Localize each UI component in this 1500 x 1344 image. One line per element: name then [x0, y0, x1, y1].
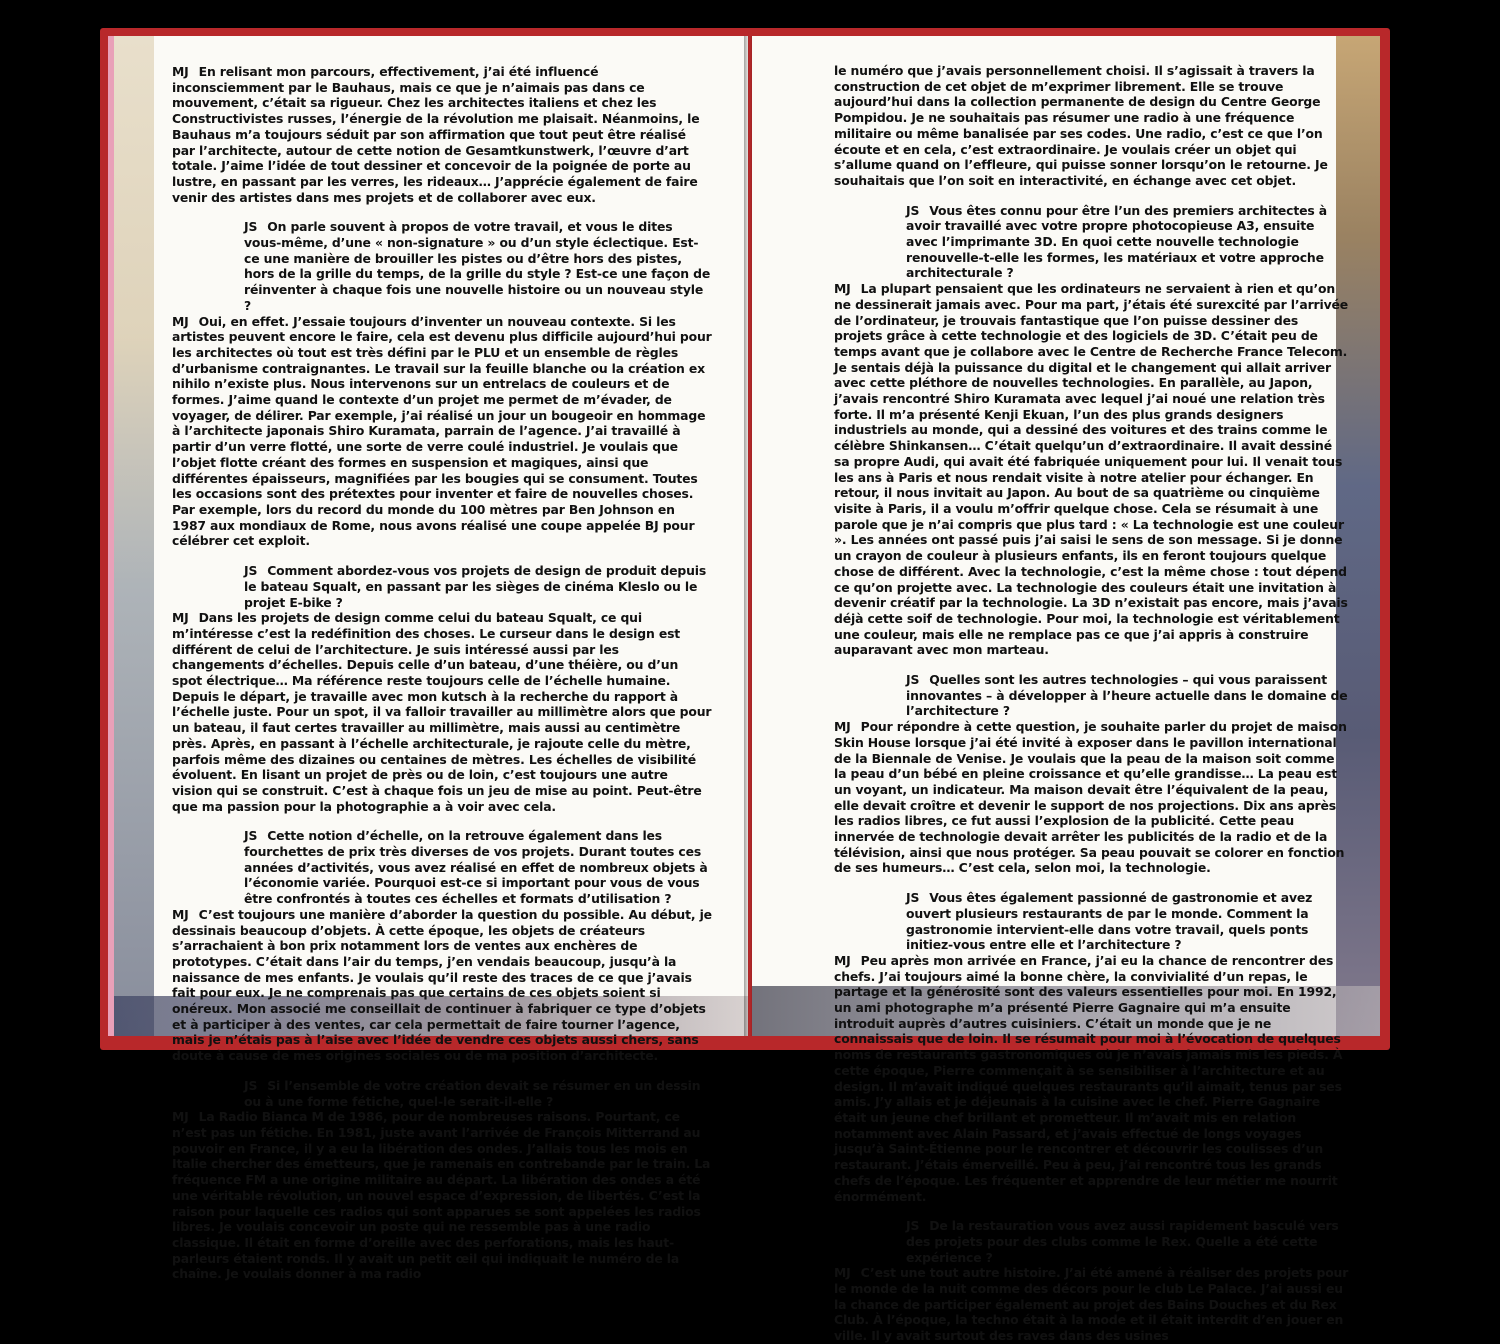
question-paragraph — [906, 890, 1349, 953]
left-page — [114, 36, 748, 1282]
speaker-initials: JS — [906, 672, 920, 688]
question-paragraph — [906, 1218, 1349, 1265]
paragraph-text: La Radio Bianca M de 1986, pour de nombreuses raisons. Pourtant, ce n’est pas un fétiche. En 1981, juste avant l’arrivée de François Mitterrand au pouvoir en France, il y a eu la libération des ondes. J’allais tous les mois en Italie chercher des émetteurs, que je ramenais en contrebande par le train. La fréquence FM a une origine militaire au départ. La libération des ondes a été une véritable révolution, un nouvel espace d’expression, de libertés. C’est la raison pour laquelle ces radios qui sont apparues se sont appelées les radios libres. Je voulais concevoir un poste qui ne ressemble pas à une radio classique. Il était en forme d’oreille avec des perforations, mais les haut-parleurs étaient ronds. Il y avait un petit œil qui indiquait le numéro de la chaîne. Je voulais donner à ma radio — [172, 1109, 711, 1282]
answer-paragraph — [834, 281, 1349, 658]
answer-paragraph — [172, 907, 712, 1064]
paragraph-text: Vous êtes également passionné de gastronomie et avez ouvert plusieurs restaurants de par le monde. Comment la gastronomie intervient-elle dans votre travail, quels ponts initiez-vous entre elle et l’architecture ? — [906, 890, 1313, 953]
left-page-text — [172, 64, 712, 1282]
question-paragraph — [244, 828, 712, 907]
paragraph-text: le numéro que j’avais personnellement choisi. Il s’agissait à travers la construction de cet objet de m’exprimer librement. Elle se trouve aujourd’hui dans la collection permanente de design du Centre George Pompidou. Je ne souhaitais pas résumer une radio à une fréquence militaire ou même banalisée par ses codes. Une radio, c’est ce que l’on écoute et en cela, c’est extraordinaire. Je voulais créer un objet qui s’allume quand on l’effleure, qui puisse sonner lorsqu’on le retourne. Je souhaitais que l’on soit en interactivité, en échange avec cet objet. — [834, 63, 1328, 188]
question-paragraph — [244, 219, 712, 313]
question-paragraph — [244, 1078, 712, 1109]
speaker-initials: MJ — [172, 313, 189, 329]
answer-paragraph — [834, 1265, 1349, 1344]
paragraph-text: Oui, en effet. J’essaie toujours d’inventer un nouveau contexte. Si les artistes peuvent encore le faire, cela est devenu plus difficile aujourd’hui pour les architectes où tout est très défini par le PLU et un ensemble de règles d’urbanisme contraignantes. Le travail sur la feuille blanche ou la création ex nihilo n’existe plus. Nous intervenons sur un entrelacs de couleurs et de formes. J’aime quand le contexte d’un projet me permet de m’évader, de voyager, de délirer. Par exemple, j’ai réalisé un jour un bougeoir en hommage à l’architecte japonais Shiro Kuramata, parrain de l’agence. J’ai travaillé à partir d’un verre flotté, une sorte de verre coulé industriel. Je voulais que l’objet flotte créant des formes en suspension et magiques, ainsi que différentes épaisseurs, magnifiées par les bougies qui se consument. Toutes les occasions sont des prétextes pour inventer et faire de nouvelles choses. Par exemple, lors du record du monde du 100 mètres par Ben Johnson en 1987 aux mondiaux de Rome, nous avons réalisé une coupe appelée BJ pour célébrer cet exploit. — [172, 313, 712, 549]
answer-paragraph — [172, 610, 712, 814]
speaker-initials: JS — [906, 890, 920, 906]
paragraph-text: Quelles sont les autres technologies – qui vous paraissent innovantes – à développer à l’heure actuelle dans le domaine de l’architecture ? — [906, 672, 1348, 719]
speaker-initials: MJ — [834, 1265, 851, 1281]
speaker-initials: MJ — [834, 952, 851, 968]
speaker-initials: JS — [244, 563, 258, 579]
speaker-initials: MJ — [172, 64, 189, 79]
question-paragraph — [906, 672, 1349, 719]
paragraph-text: De la restauration vous avez aussi rapidement basculé vers des projets pour des clubs comme le Rex. Quelle a été cette expérience ? — [906, 1218, 1339, 1265]
paragraph-text: La plupart pensaient que les ordinateurs ne servaient à rien et qu’on ne dessinerait jamais avec. Pour ma part, j’étais été surexcité par l’arrivée de l’ordinateur, je trouvais fantastique que l’on puisse dessiner des projets grâce à cette technologie et des logiciels de 3D. C’était peu de temps avant que je collabore avec le Centre de Recherche France Telecom. Je sentais déjà la puissance du digital et le changement qui allait arriver avec cette pléthore de nouvelles technologies. En parallèle, au Japon, j’avais rencontré Shiro Kuramata avec lequel j’ai noué une relation très forte. Il m’a présenté Kenji Ekuan, l’un des plus grands designers industriels au monde, qui a dessiné des voitures et des trains comme le célèbre Shinkansen… C’était quelqu’un d’extraordinaire. Il avait dessiné sa propre Audi, qui avait été fabriquée uniquement pour lui. Il venait tous les ans à Paris et nous rendait visite à notre atelier pour échanger. En retour, il nous invitait au Japon. Au bout de sa quatrième ou cinquième visite à Paris, il a voulu m’offrir quelque chose. Cela se résumait à une parole que je n’ai compris que plus tard : « La technologie est une couleur ». Les années ont passé puis j’ai saisi le sens de son message. Si je donne un crayon de couleur à plusieurs enfants, ils en feront toujours quelque chose de différent. Avec la technologie, c’est la même chose : tout dépend ce qu’on projette avec. La technologie des couleurs était une invitation à devenir créatif par la technologie. La 3D n’existait pas encore, mais j’avais déjà cette soif de technologie. Pour moi, la technologie est véritablement une couleur, mais elle ne remplace pas ce que j’ai appris à construire auparavant avec mon marteau. — [834, 281, 1349, 658]
paragraph-text: Dans les projets de design comme celui du bateau Squalt, ce qui m’intéresse c’est la redéfinition des choses. Le curseur dans le design est différent de celui de l’architecture. Je suis intéressé aussi par les changements d’échelles. Depuis celle d’un bateau, d’une théière, ou d’un spot électrique… Ma référence reste toujours celle de l’échelle humaine. Depuis le départ, je travaille avec mon kutsch à la recherche du rapport à l’échelle juste. Pour un spot, il va falloir travailler au millimètre alors que pour un bateau, il faut certes travailler au millimètre, mais aussi au centimètre près. Après, en passant à l’échelle architecturale, je rajoute celle du mètre, parfois même des dizaines ou centaines de mètres. Les échelles de visibilité évoluent. En lisant un projet de près ou de loin, c’est toujours une autre vision qui se construit. C’est à chaque fois un jeu de mise au point. Peut-être que ma passion pour la photographie a à voir avec cela. — [172, 610, 712, 814]
answer-paragraph — [172, 64, 712, 205]
right-page-text — [834, 63, 1349, 1344]
speaker-initials: MJ — [834, 281, 851, 297]
right-page — [752, 36, 1380, 1344]
left-photo-bleed — [114, 36, 154, 1036]
paragraph-text: En relisant mon parcours, effectivement, j’ai été influencé inconsciemment par le Bauhaus, mais ce que je n’aimais pas dans ce mouvement, c’était sa rigueur. Chez les architectes italiens et chez les Constructivistes russes, l’énergie de la révolution me plaisait. Néanmoins, le Bauhaus m’a toujours séduit par son affirmation que tout peut être réalisé par l’architecte, autour de cette notion de Gesamtkunstwerk, l’œuvre d’art totale. J’aime l’idée de tout dessiner et concevoir de la poignée de porte au lustre, en passant par les verres, les rideaux… J’apprécie également de faire venir des artistes dans mes projets et de collaborer avec eux. — [172, 64, 700, 205]
answer-paragraph — [834, 719, 1349, 876]
paragraph-text: Si l’ensemble de votre création devait se résumer en un dessin ou à une forme fétiche, quel-le serait-il-elle ? — [244, 1077, 701, 1109]
speaker-initials: JS — [244, 828, 258, 844]
speaker-initials: MJ — [172, 906, 189, 922]
speaker-initials: MJ — [834, 719, 851, 735]
paragraph-text: Comment abordez-vous vos projets de design de produit depuis le bateau Squalt, en passant par les sièges de cinéma Kleslo ou le projet E-bike ? — [244, 563, 707, 610]
answer-paragraph — [172, 314, 712, 550]
paragraph-text: Pour répondre à cette question, je souhaite parler du projet de maison Skin House lorsque j’ai été invité à exposer dans le pavillon international de la Biennale de Venise. Je voulais que la peau de la maison soit comme la peau d’un bébé en pleine croissance et qu’elle grandisse… La peau est un voyant, un indicateur. Ma maison devait être l’équivalent de la peau, elle devait croître et devenir le support de nos projections. Dix ans après les radios libres, ce fut aussi l’explosion de la publicité. Cette peau innervée de technologie devait arrêter les publicités de la radio et de la télévision, ainsi que nous protéger. Sa peau pouvait se colorer en fonction de ses humeurs… C’est cela, selon moi, la technologie. — [834, 719, 1347, 876]
question-paragraph — [906, 203, 1349, 282]
speaker-initials: JS — [906, 202, 920, 218]
paragraph-text: C’est une tout autre histoire. J’ai été amené à réaliser des projets pour le monde de la nuit comme des décors pour le club Le Palace. J’ai aussi eu la chance de participer également au projet des Bains Douches et du Rex Club. À l’époque, la techno était à la mode et il était interdit d’en jouer en ville. Il y avait surtout des raves dans des usines — [834, 1265, 1349, 1344]
answer-paragraph — [834, 63, 1349, 189]
paragraph-text: Cette notion d’échelle, on la retrouve également dans les fourchettes de prix très diverses de vos projets. Durant toutes ces années d’activités, vous avez réalisé en effet de nombreux objets à l’économie variée. Pourquoi est-ce si important pour vous de vous être confrontés à toutes ces échelles et formats d’utilisation ? — [244, 828, 708, 907]
speaker-initials: JS — [244, 1077, 258, 1093]
answer-paragraph — [172, 1109, 712, 1282]
speaker-initials: MJ — [172, 1109, 189, 1125]
question-paragraph — [244, 563, 712, 610]
answer-paragraph — [834, 953, 1349, 1204]
paragraph-text: Peu après mon arrivée en France, j’ai eu la chance de rencontrer des chefs. J’ai toujours aimé la bonne chère, la convivialité d’un repas, le partage et la générosité sont des valeurs essentielles pour moi. En 1992, un ami photographe m’a présenté Pierre Gagnaire qui m’a ensuite introduit auprès d’autres cuisiniers. C’était un monde que je ne connaissais que de loin. Il se résumait pour moi à l’évocation de quelques noms de restaurants gastronomiques où je n’avais jamais mis les pieds. À cette époque, Pierre commençait à se sensibiliser à l’architecture et au design. Il m’avait indiqué quelques restaurants qu’il aimait, tenus par ses amis. J’y allais et je déjeunais à la cuisine avec le chef. Pierre Gagnaire était un jeune chef brillant et prometteur. Il m’avait mis en relation notamment avec Alain Passard, et j’avais effectué de longs voyages jusqu’à Saint-Étienne pour le rencontrer et découvrir les coulisses d’un restaurant. J’étais émerveillé. Peu à peu, j’ai rencontré tous les grands chefs de l’époque. Les fréquenter et apprendre de leur métier me nourrit énormément. — [834, 952, 1343, 1204]
speaker-initials: JS — [244, 219, 258, 235]
paragraph-text: C’est toujours une manière d’aborder la question du possible. Au début, je dessinais beaucoup d’objets. À cette époque, les objets de créateurs s’arrachaient à bon prix notamment lors de ventes aux enchères de prototypes. C’était dans l’air du temps, j’en vendais beaucoup, jusqu’à la naissance de mes enfants. Je voulais qu’il reste des traces de ce que j’avais fait pour eux. Je ne comprenais pas que certains de ces objets soient si onéreux. Mon associé me conseillait de continuer à fabriquer ce type d’objets et à participer à des ventes, car cela permettait de faire tourner l’agence, mais je n’étais pas à l’aise avec l’idée de vendre ces objets aussi chers, sans doute à cause de mes origines sociales ou de ma position d’architecte. — [172, 906, 712, 1064]
paragraph-text: On parle souvent à propos de votre travail, et vous le dites vous-même, d’une « non-signature » ou d’un style éclectique. Est-ce une manière de brouiller les pistes ou d’être hors des pistes, hors de la grille du temps, de la grille du style ? Est-ce une façon de réinventer à chaque fois une nouvelle histoire ou un nouveau style ? — [244, 219, 711, 313]
speaker-initials: JS — [906, 1218, 920, 1234]
speaker-initials: MJ — [172, 610, 189, 626]
paragraph-text: Vous êtes connu pour être l’un des premiers architectes à avoir travaillé avec votre propre photocopieuse A3, ensuite avec l’imprimante 3D. En quoi cette nouvelle technologie renouvelle-t-elle les formes, les matériaux et votre approche architecturale ? — [906, 202, 1328, 281]
